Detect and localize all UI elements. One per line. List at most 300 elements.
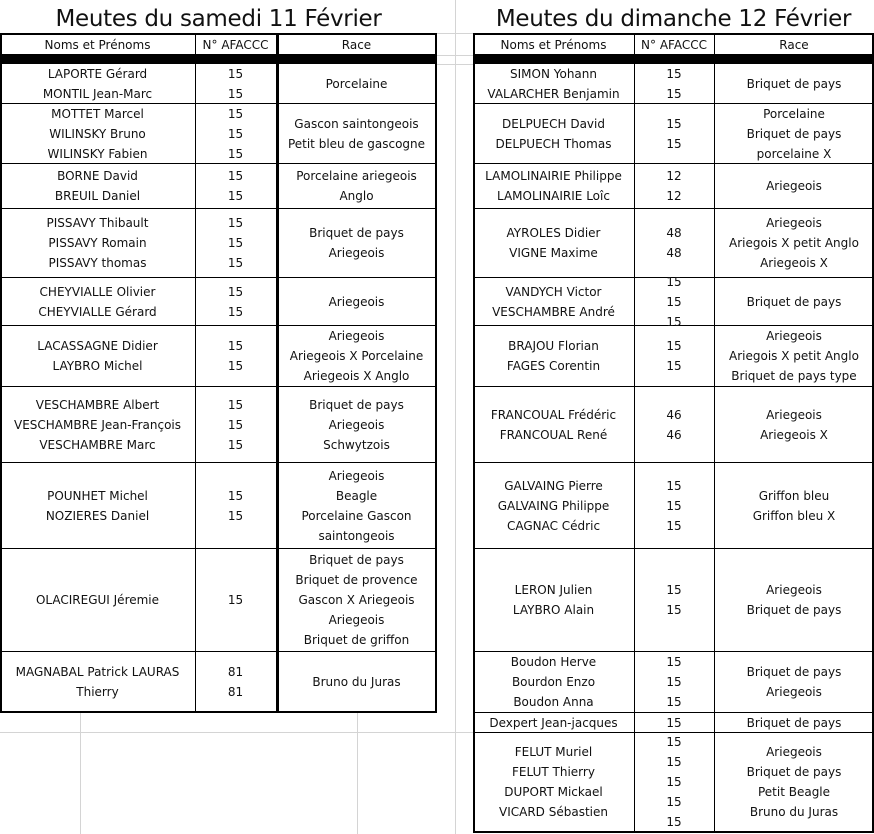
number-cell xyxy=(195,387,276,462)
name-cell xyxy=(473,164,634,208)
column-divider xyxy=(714,326,715,386)
table-row xyxy=(473,387,874,463)
table-row xyxy=(473,713,874,733)
number-cell xyxy=(634,463,714,548)
race-line: Briquet de pays xyxy=(746,665,842,679)
name-line: LAYBRO Alain xyxy=(512,603,595,617)
number-cell xyxy=(634,387,714,462)
name-cell xyxy=(0,278,195,325)
number-cell xyxy=(195,463,276,548)
number-line: 15 xyxy=(666,314,682,329)
number-cell xyxy=(634,549,714,651)
number-line: 15 xyxy=(227,126,244,141)
number-cell xyxy=(634,652,714,712)
number-line: 15 xyxy=(227,304,244,319)
column-divider xyxy=(714,652,715,712)
number-line: 15 xyxy=(227,437,244,452)
column-divider xyxy=(195,549,196,651)
race-line: Anglo xyxy=(339,189,374,203)
name-cell xyxy=(473,733,634,831)
column-divider xyxy=(714,64,715,103)
number-line: 15 xyxy=(227,593,244,607)
name-cell xyxy=(0,104,195,163)
name-cell xyxy=(0,387,195,462)
name-cell xyxy=(0,164,195,208)
number-line: 15 xyxy=(666,359,682,373)
column-divider xyxy=(714,387,715,462)
race-line: Ariegeois xyxy=(766,329,822,343)
name-line: Boudon Anna xyxy=(513,695,594,709)
race-line: Gascon X Ariegeois xyxy=(298,593,415,607)
number-line: 15 xyxy=(666,583,682,597)
number-line: 15 xyxy=(666,339,682,353)
number-line: 15 xyxy=(666,136,682,151)
number-line: 15 xyxy=(227,146,244,161)
number-line: 15 xyxy=(666,66,682,81)
number-line: 15 xyxy=(227,66,244,81)
race-line: Briquet de pays xyxy=(746,294,842,309)
race-line: Porcelaine xyxy=(763,106,825,121)
race-line: Ariegeois X Anglo xyxy=(303,369,410,383)
number-line: 15 xyxy=(227,169,244,183)
race-line: Ariegois X petit Anglo xyxy=(729,236,859,250)
table-row xyxy=(0,104,437,164)
number-line: 15 xyxy=(666,498,682,513)
race-line: Briquet de griffon xyxy=(303,633,410,647)
race-cell xyxy=(276,164,437,208)
number-line: 12 xyxy=(666,189,682,203)
name-line: DELPUECH Thomas xyxy=(495,136,612,151)
number-line: 15 xyxy=(227,359,244,373)
number-line: 15 xyxy=(227,397,244,412)
number-line: 46 xyxy=(666,427,682,442)
race-line: Briquet de pays xyxy=(746,126,842,141)
number-line: 15 xyxy=(666,795,682,809)
race-line: Ariegois X petit Anglo xyxy=(729,349,859,363)
sunday-table xyxy=(473,33,874,834)
column-divider xyxy=(634,652,635,712)
race-line: Briquet de provence xyxy=(295,573,418,587)
race-cell xyxy=(714,652,874,712)
name-line: PISSAVY thomas xyxy=(48,256,147,270)
table-row xyxy=(0,463,437,549)
race-cell xyxy=(714,104,874,163)
column-divider xyxy=(276,652,279,711)
table-row xyxy=(0,652,437,713)
table-row xyxy=(473,164,874,209)
name-line: LAMOLINAIRIE Philippe xyxy=(485,169,622,183)
number-line: 15 xyxy=(666,695,682,709)
column-divider xyxy=(714,733,715,831)
number-line: 15 xyxy=(666,815,682,829)
race-cell xyxy=(276,64,437,103)
race-cell xyxy=(276,463,437,548)
column-divider xyxy=(276,549,279,651)
column-divider xyxy=(634,35,635,54)
name-line: FELUT Thierry xyxy=(512,765,595,779)
column-divider xyxy=(634,326,635,386)
name-line: CAGNAC Cédric xyxy=(506,518,601,533)
race-line: Ariegeois xyxy=(328,329,385,343)
name-cell xyxy=(473,549,634,651)
name-line: VICARD Sébastien xyxy=(499,805,608,819)
column-divider xyxy=(634,64,635,103)
name-cell xyxy=(473,209,634,277)
number-line: 15 xyxy=(666,755,682,769)
number-cell xyxy=(195,104,276,163)
column-divider xyxy=(714,104,715,163)
name-line: BRAJOU Florian xyxy=(508,339,599,353)
table-row xyxy=(0,164,437,209)
column-divider xyxy=(714,278,715,325)
race-line: Briquet de pays xyxy=(746,765,842,779)
number-line: 15 xyxy=(227,106,244,121)
name-line: BREUIL Daniel xyxy=(54,189,141,203)
gridline xyxy=(80,712,81,834)
column-divider xyxy=(195,652,196,711)
race-cell xyxy=(714,549,874,651)
race-line: Ariegeois X xyxy=(760,256,828,270)
race-line: Griffon bleu xyxy=(758,488,830,503)
number-line: 15 xyxy=(227,284,244,299)
name-line: DELPUECH David xyxy=(502,116,605,131)
race-line: Briquet de pays xyxy=(309,226,404,240)
name-line: PISSAVY Romain xyxy=(48,236,147,250)
race-cell xyxy=(276,209,437,277)
number-line: 15 xyxy=(666,775,682,789)
number-cell xyxy=(195,209,276,277)
number-line: 15 xyxy=(227,236,244,250)
name-line: Thierry xyxy=(76,684,119,699)
name-line: VESCHAMBRE Marc xyxy=(39,437,156,452)
name-line: GALVAING Philippe xyxy=(497,498,610,513)
race-line: Ariegeois xyxy=(766,685,822,699)
number-line: 15 xyxy=(666,274,682,289)
table-row xyxy=(473,64,874,104)
column-divider xyxy=(714,209,715,277)
race-cell xyxy=(714,278,874,325)
number-cell xyxy=(634,274,714,329)
column-divider xyxy=(634,278,635,325)
name-line: POUNHET Michel xyxy=(47,488,148,503)
gridline xyxy=(455,0,456,834)
name-line: LACASSAGNE Didier xyxy=(37,339,158,353)
number-line: 15 xyxy=(227,417,244,432)
name-cell xyxy=(0,549,195,651)
race-cell xyxy=(276,326,437,386)
race-cell xyxy=(714,387,874,462)
column-divider xyxy=(714,549,715,651)
name-cell xyxy=(473,278,634,325)
column-divider xyxy=(195,64,196,103)
number-cell xyxy=(195,652,276,711)
name-line: NOZIERES Daniel xyxy=(45,508,150,523)
table-row xyxy=(473,209,874,278)
table-row xyxy=(473,274,874,329)
column-divider xyxy=(195,326,196,386)
column-divider xyxy=(276,104,279,163)
number-line: 15 xyxy=(666,715,682,730)
race-line: Ariegeois xyxy=(766,216,822,230)
number-cell xyxy=(195,278,276,325)
saturday-table xyxy=(0,33,437,713)
name-line: VANDYCH Victor xyxy=(505,284,602,299)
race-line: Ariegeois xyxy=(328,613,385,627)
name-line: PISSAVY Thibault xyxy=(46,216,149,230)
header-row xyxy=(0,33,437,55)
name-line: FELUT Muriel xyxy=(514,745,593,759)
saturday-title: Meutes du samedi 11 Février xyxy=(55,6,382,32)
column-divider xyxy=(634,463,635,548)
gridline xyxy=(357,712,358,834)
column-header-number: N° AFACCC xyxy=(202,38,269,52)
name-cell xyxy=(473,104,634,163)
number-line: 15 xyxy=(666,603,682,617)
number-line: 15 xyxy=(227,508,244,523)
number-cell xyxy=(195,326,276,386)
column-divider xyxy=(195,278,196,325)
column-divider xyxy=(634,549,635,651)
name-line: DUPORT Mickael xyxy=(504,785,603,799)
number-line: 48 xyxy=(666,246,682,260)
table-row xyxy=(0,549,437,652)
number-line: 46 xyxy=(666,407,682,422)
number-line: 81 xyxy=(227,684,244,699)
number-line: 15 xyxy=(227,216,244,230)
name-line: OLACIREGUI Jéremie xyxy=(35,593,160,607)
name-line: VESCHAMBRE Jean-François xyxy=(14,417,181,432)
column-divider xyxy=(276,387,279,462)
column-divider xyxy=(195,104,196,163)
number-cell xyxy=(195,64,276,103)
column-header-race: Race xyxy=(779,38,809,52)
number-cell xyxy=(634,104,714,163)
name-cell xyxy=(0,64,195,103)
name-line: MOTTET Marcel xyxy=(51,106,144,121)
gridline xyxy=(437,55,473,56)
number-line: 48 xyxy=(666,226,682,240)
table-row xyxy=(473,733,874,833)
race-line: Briquet de pays xyxy=(746,715,842,730)
race-cell xyxy=(276,549,437,651)
column-divider xyxy=(276,209,279,277)
number-line: 15 xyxy=(666,86,682,101)
race-line: Porcelaine ariegeois xyxy=(296,169,417,183)
table-row xyxy=(473,463,874,549)
name-line: GALVAING Pierre xyxy=(504,478,603,493)
name-line: BORNE David xyxy=(57,169,138,183)
table-row xyxy=(473,549,874,652)
column-divider xyxy=(634,209,635,277)
name-line: MONTIL Jean-Marc xyxy=(42,86,153,101)
race-line: Ariegeois xyxy=(766,179,822,193)
name-line: FRANCOUAL René xyxy=(499,427,608,442)
gridline xyxy=(0,732,473,733)
race-line: Petit Beagle xyxy=(757,785,831,799)
race-line: Porcelaine xyxy=(325,76,388,91)
name-cell xyxy=(473,326,634,386)
column-divider xyxy=(634,104,635,163)
number-cell xyxy=(634,326,714,386)
name-line: FAGES Corentin xyxy=(506,359,601,373)
table-row xyxy=(0,387,437,463)
name-cell xyxy=(0,463,195,548)
number-line: 15 xyxy=(666,478,682,493)
name-line: Dexpert Jean-jacques xyxy=(489,715,618,730)
name-line: Boudon Herve xyxy=(510,655,597,669)
number-line: 15 xyxy=(227,256,244,270)
name-cell xyxy=(0,652,195,711)
name-line: VIGNE Maxime xyxy=(509,246,598,260)
race-line: Bruno du Juras xyxy=(312,674,401,689)
column-header-number: N° AFACCC xyxy=(641,38,707,52)
race-line: Porcelaine Gascon xyxy=(301,508,412,523)
number-cell xyxy=(634,64,714,103)
name-line: LAPORTE Gérard xyxy=(47,66,148,81)
table-row xyxy=(0,64,437,104)
race-line: Ariegeois xyxy=(766,407,822,422)
number-line: 15 xyxy=(666,518,682,533)
column-divider xyxy=(276,164,279,208)
name-cell xyxy=(0,209,195,277)
column-divider xyxy=(195,387,196,462)
number-cell xyxy=(634,733,714,831)
name-line: FRANCOUAL Frédéric xyxy=(490,407,617,422)
name-line: WILINSKY Bruno xyxy=(49,126,146,141)
number-line: 12 xyxy=(666,169,682,183)
name-line: LAMOLINAIRIE Loîc xyxy=(497,189,610,203)
race-line: Briquet de pays xyxy=(309,553,404,567)
name-line: CHEYVIALLE Gérard xyxy=(38,304,157,319)
number-line: 15 xyxy=(227,339,244,353)
table-row xyxy=(473,652,874,713)
race-line: Bruno du Juras xyxy=(749,805,839,819)
column-divider xyxy=(276,278,279,325)
race-line: saintongeois xyxy=(318,528,395,543)
race-cell xyxy=(714,209,874,277)
number-line: 15 xyxy=(666,294,682,309)
race-cell xyxy=(276,278,437,325)
race-line: Briquet de pays type xyxy=(731,369,857,383)
number-line: 15 xyxy=(227,488,244,503)
race-cell xyxy=(714,326,874,386)
race-line: Ariegeois X Porcelaine xyxy=(289,349,424,363)
race-line: Griffon bleu X xyxy=(752,508,836,523)
name-cell xyxy=(473,387,634,462)
number-line: 15 xyxy=(227,189,244,203)
table-row xyxy=(473,326,874,387)
name-cell xyxy=(473,463,634,548)
race-line: Ariegeois xyxy=(328,246,385,260)
number-cell xyxy=(634,209,714,277)
column-divider xyxy=(276,326,279,386)
number-line: 81 xyxy=(227,664,244,679)
column-divider xyxy=(634,164,635,208)
number-line: 15 xyxy=(666,655,682,669)
name-line: MAGNABAL Patrick LAURAS xyxy=(15,664,180,679)
number-line: 15 xyxy=(227,86,244,101)
column-divider xyxy=(714,463,715,548)
header-row xyxy=(473,33,874,55)
table-row xyxy=(0,278,437,326)
race-line: Ariegeois xyxy=(328,468,385,483)
race-line: Ariegeois xyxy=(766,583,822,597)
race-line: Beagle xyxy=(335,488,378,503)
column-header-name: Noms et Prénoms xyxy=(44,38,151,52)
name-cell xyxy=(0,326,195,386)
column-header-name: Noms et Prénoms xyxy=(500,38,607,52)
race-cell xyxy=(714,463,874,548)
name-line: LERON Julien xyxy=(514,583,593,597)
race-line: porcelaine X xyxy=(756,146,832,161)
name-line: VESCHAMBRE Albert xyxy=(35,397,160,412)
race-cell xyxy=(276,104,437,163)
number-cell xyxy=(195,164,276,208)
column-divider xyxy=(195,463,196,548)
race-cell xyxy=(714,713,874,732)
column-divider xyxy=(276,64,279,103)
race-line: Briquet de pays xyxy=(746,76,842,91)
table-row xyxy=(473,104,874,164)
name-cell xyxy=(473,652,634,712)
column-divider xyxy=(714,35,715,54)
name-line: WILINSKY Fabien xyxy=(47,146,148,161)
name-line: AYROLES Didier xyxy=(506,226,601,240)
race-line: Ariegeois xyxy=(328,294,385,309)
race-line: Briquet de pays xyxy=(309,397,404,412)
column-divider xyxy=(634,713,635,732)
column-divider xyxy=(714,713,715,732)
sunday-title: Meutes du dimanche 12 Février xyxy=(495,6,852,32)
name-cell xyxy=(473,713,634,732)
name-line: VESCHAMBRE André xyxy=(492,304,615,319)
name-line: CHEYVIALLE Olivier xyxy=(39,284,156,299)
number-cell xyxy=(634,713,714,732)
number-line: 15 xyxy=(666,116,682,131)
name-line: Bourdon Enzo xyxy=(511,675,596,689)
column-divider xyxy=(195,164,196,208)
race-line: Petit bleu de gascogne xyxy=(287,136,426,151)
gridline xyxy=(437,64,473,65)
column-header-race: Race xyxy=(341,38,372,52)
race-cell xyxy=(276,652,437,711)
table-row xyxy=(0,209,437,278)
race-line: Gascon saintongeois xyxy=(294,116,419,131)
column-divider xyxy=(634,733,635,831)
race-cell xyxy=(714,164,874,208)
number-line: 15 xyxy=(666,735,682,749)
number-cell xyxy=(634,164,714,208)
column-divider xyxy=(276,463,279,548)
race-line: Schwytzois xyxy=(323,437,390,452)
name-line: SIMON Yohann xyxy=(510,66,597,81)
column-divider xyxy=(714,164,715,208)
race-cell xyxy=(714,733,874,831)
name-line: VALARCHER Benjamin xyxy=(487,86,620,101)
number-line: 15 xyxy=(666,675,682,689)
column-divider xyxy=(634,387,635,462)
race-line: Ariegeois xyxy=(766,745,822,759)
column-divider xyxy=(195,35,196,54)
column-divider xyxy=(195,209,196,277)
name-cell xyxy=(473,64,634,103)
race-line: Ariegeois xyxy=(328,417,385,432)
name-line: LAYBRO Michel xyxy=(52,359,143,373)
race-cell xyxy=(276,387,437,462)
race-cell xyxy=(714,64,874,103)
race-line: Briquet de pays xyxy=(746,603,842,617)
table-row xyxy=(0,326,437,387)
